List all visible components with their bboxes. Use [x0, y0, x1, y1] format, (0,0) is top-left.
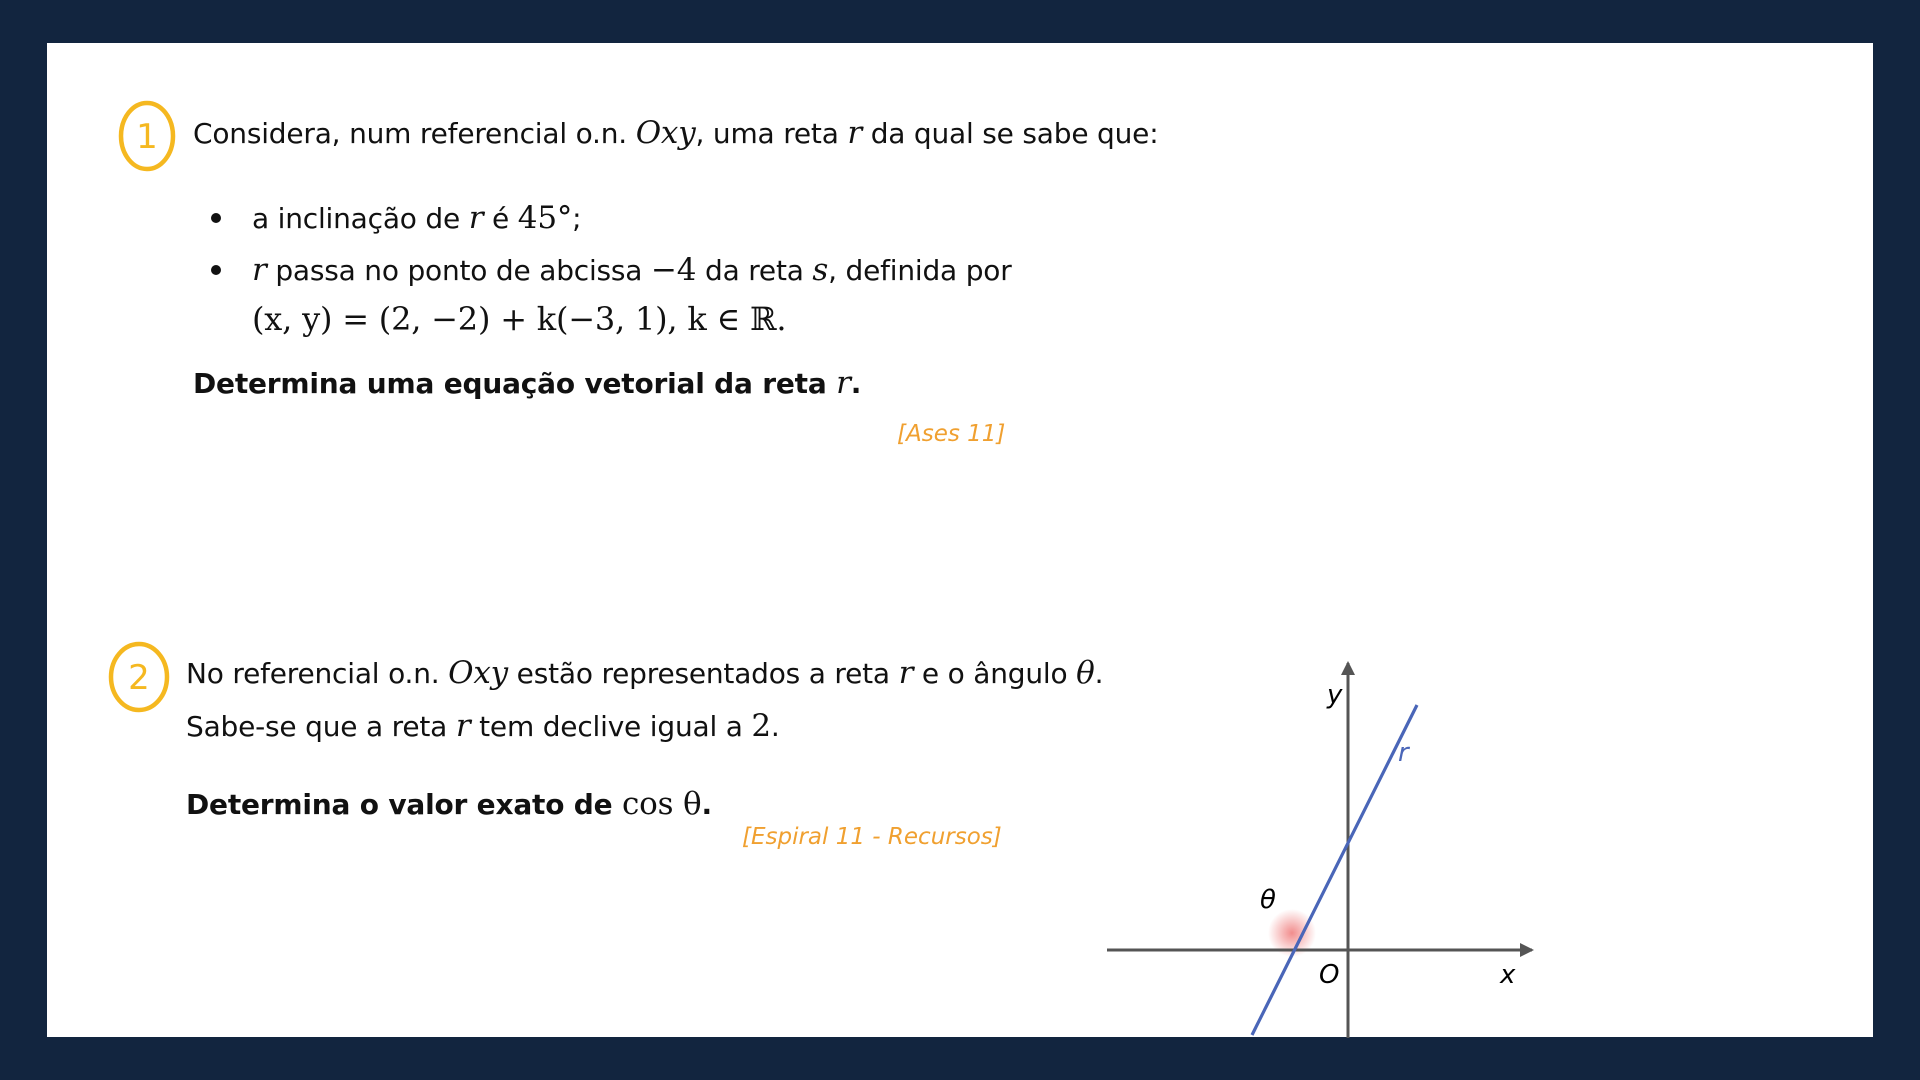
q1-bullet-point: r passa no ponto de abcissa −4 da reta s, definida por — [252, 252, 1012, 288]
q2-source: [Espiral 11 - Recursos] — [742, 824, 1002, 850]
q1-task: Determina uma equação vetorial da reta r. — [193, 365, 862, 401]
question-number-1: 1 — [136, 117, 158, 157]
coordinate-figure — [1102, 653, 1542, 1053]
angle-theta-label: θ — [1260, 885, 1276, 915]
question-number-1-icon — [117, 98, 177, 174]
q1-bullet-inclination: a inclinação de r é 45°; — [252, 200, 582, 236]
y-axis-arrow-icon — [1341, 661, 1355, 675]
q1-intro: Considera, num referencial o.n. Oxy, uma reta r da qual se sabe que: — [193, 115, 1159, 151]
q2-task: Determina o valor exato de cos θ. — [186, 786, 712, 822]
worksheet-page — [47, 43, 1873, 1037]
q1-line-equation: (x, y) = (2, −2) + k(−3, 1), k ∈ ℝ. — [252, 300, 787, 338]
x-axis-label: x — [1500, 960, 1516, 990]
question-number-2: 2 — [128, 658, 150, 698]
bullet-dot — [211, 213, 221, 223]
q1-source: [Ases 11] — [897, 421, 1006, 447]
bullet-dot — [211, 265, 221, 275]
x-axis-arrow-icon — [1520, 943, 1534, 957]
y-axis-label: y — [1327, 680, 1343, 710]
q2-line-1: No referencial o.n. Oxy estão representados a reta r e o ângulo θ. — [186, 655, 1104, 691]
origin-label: O — [1319, 960, 1340, 990]
q2-line-2: Sabe-se que a reta r tem declive igual a 2. — [186, 708, 780, 744]
line-r-label: r — [1398, 738, 1409, 768]
question-number-2-icon — [107, 639, 171, 715]
